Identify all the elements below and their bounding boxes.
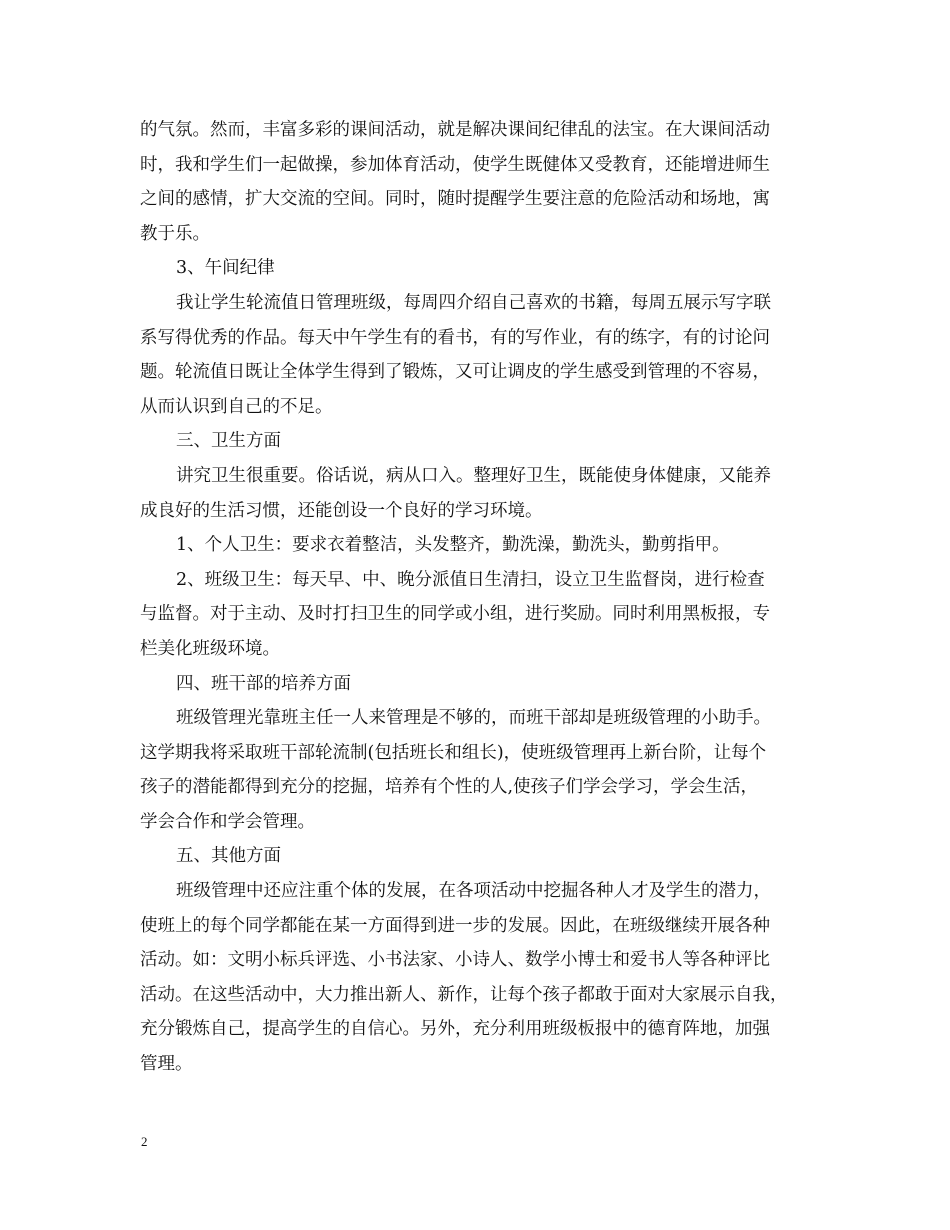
text-line: 之间的感情，扩大交流的空间。同时，随时提醒学生要注意的危险活动和场地，寓	[140, 189, 770, 210]
text-line: 学会合作和学会管理。	[140, 811, 315, 832]
text-line: 使班上的每个同学都能在某一方面得到进一步的发展。因此，在班级继续开展各种	[140, 915, 770, 936]
text-line: 的气氛。然而，丰富多彩的课间活动，就是解决课间纪律乱的法宝。在大课间活动	[140, 120, 770, 140]
text-line: 栏美化班级环境。	[140, 638, 280, 659]
text-line: 班级管理中还应注重个体的发展，在各项活动中挖掘各种人才及学生的潜力，	[176, 881, 771, 902]
page-number: 2	[141, 1134, 148, 1149]
text-line: 系写得优秀的作品。每天中午学生有的看书，有的写作业，有的练字，有的讨论问	[140, 327, 770, 348]
text-line: 充分锻炼自己，提高学生的自信心。另外，充分利用班级板报中的德育阵地，加强	[140, 1019, 770, 1040]
text-line: 1、个人卫生：要求衣着整洁，头发整齐，勤洗澡，勤洗头，勤剪指甲。	[176, 535, 730, 556]
text-line: 班级管理光靠班主任一人来管理是不够的，而班干部却是班级管理的小助手。	[176, 708, 771, 729]
text-line: 活动。在这些活动中，大力推出新人、新作，让每个孩子都敢于面对大家展示自我，	[140, 984, 788, 1005]
text-line: 时，我和学生们一起做操，参加体育活动，使学生既健体又受教育，还能增进师生	[140, 154, 770, 175]
text-line: 五、其他方面	[176, 846, 281, 867]
text-line: 2、班级卫生：每天早、中、晚分派值日生清扫，设立卫生监督岗，进行检查	[176, 569, 765, 590]
document-body	[140, 113, 820, 1082]
text-line: 孩子的潜能都得到充分的挖掘，培养有个性的人,使孩子们学会学习，学会生活，	[140, 777, 759, 798]
text-line: 讲究卫生很重要。俗话说，病从口入。整理好卫生，既能使身体健康，又能养	[176, 465, 771, 486]
text-line: 管理。	[140, 1054, 193, 1075]
text-line: 三、卫生方面	[176, 431, 281, 452]
text-line: 题。轮流值日既让全体学生得到了锻炼，又可让调皮的学生感受到管理的不容易，	[140, 362, 770, 383]
text-line: 四、班干部的培养方面	[176, 673, 351, 694]
text-line: 教于乐。	[140, 223, 210, 244]
text-line: 3、午间纪律	[176, 258, 275, 279]
text-line: 成良好的生活习惯，还能创设一个良好的学习环境。	[140, 500, 543, 521]
text-line: 我让学生轮流值日管理班级，每周四介绍自己喜欢的书籍，每周五展示写字联	[176, 292, 771, 313]
text-line: 这学期我将采取班干部轮流制(包括班长和组长)，使班级管理再上新台阶，让每个	[140, 742, 767, 763]
text-line: 从而认识到自己的不足。	[140, 396, 333, 417]
text-line: 与监督。对于主动、及时打扫卫生的同学或小组，进行奖励。同时利用黑板报，专	[140, 604, 770, 625]
text-line: 活动。如：文明小标兵评选、小书法家、小诗人、数学小博士和爱书人等各种评比	[140, 950, 770, 971]
